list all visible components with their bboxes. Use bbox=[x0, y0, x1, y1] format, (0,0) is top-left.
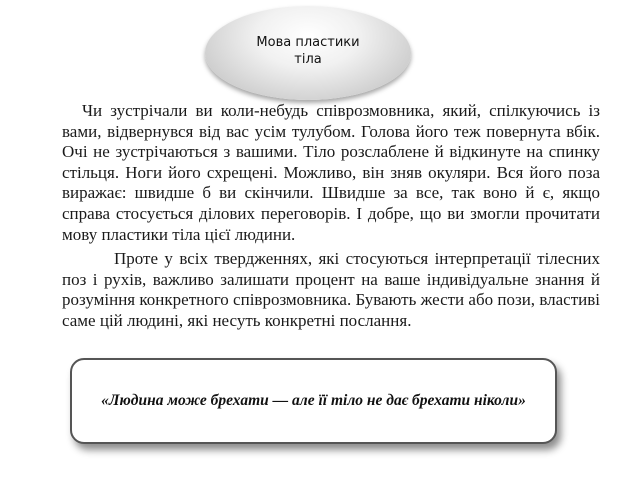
paragraph-2: Проте у всіх твердженнях, які стосуються інтерпретації тілесних поз і рухів, важливо залишати процент на ваше індивідуальне знання й розуміння конкретного співрозмовника. Бувають жести або пози, властиві саме цій людині, які несуть конкретні послання. bbox=[62, 249, 600, 330]
body-text bbox=[62, 101, 600, 336]
paragraph-1: Чи зустрічали ви коли-небудь співрозмовника, який, спілкуючись із вами, відвернувся від вас усім тулубом. Голова його теж повернута вбік. Очі не зустрічаються з вашими. Тіло розслаблене й відкинуте на спинку стільця. Ноги його схрещені. Можливо, він зняв окуляри. Вся його поза виражає: швидше б ви скінчили. Швидше за все, так воно й є, якщо справа стосується ділових переговорів. І добре, що ви змогли прочитати мову пластики тіла цієї людини. bbox=[62, 101, 600, 244]
quote-box bbox=[70, 358, 557, 444]
page-title: Мова пластики тіла bbox=[256, 35, 360, 67]
title-ellipse bbox=[205, 6, 411, 100]
quote-text: «Людина може брехати — але її тіло не дає брехати ніколи» bbox=[101, 392, 526, 409]
